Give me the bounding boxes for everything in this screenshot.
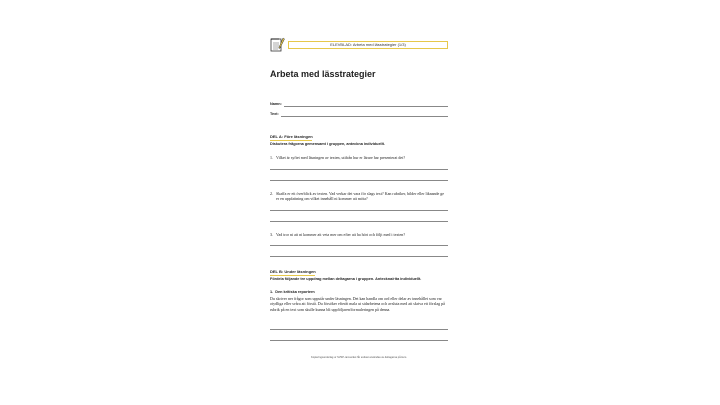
name-line[interactable] <box>284 106 448 107</box>
part-b-heading: DEL B: Under läsningen <box>270 269 316 274</box>
notepad-pencil-icon <box>270 36 285 52</box>
answer-line[interactable] <box>270 221 448 222</box>
part-a-heading: DEL A: Före läsningen <box>270 134 313 139</box>
text-line[interactable] <box>281 116 448 117</box>
item-title: Den kritiska reportern <box>275 290 315 294</box>
answer-line[interactable] <box>270 245 448 246</box>
question-number: 3. <box>270 232 273 237</box>
page-title: Arbeta med lässtrategier <box>270 69 376 79</box>
item-number: 1. <box>270 290 274 294</box>
text-label: Text: <box>270 112 279 116</box>
page-footer: Kopieringsunderlag ur SVSP-ramverket får endast användas av deltagarna på kurs. <box>310 356 408 359</box>
part-b-item-heading <box>270 290 315 294</box>
question-text: Vad tror ni att ni kommer att veta mer om efter att ha hört och följt med i texten? <box>276 232 406 237</box>
question-number: 1. <box>270 155 273 160</box>
part-a-instruction: Diskutera frågorna gemensamt i gruppen, anteckna individuellt. <box>270 142 385 146</box>
part-b-instruction: Fördela följande tre uppdrag mellan deltagarna i gruppen. Anteckna/rita individuellt. <box>270 277 422 281</box>
question-2 <box>270 191 448 201</box>
answer-line[interactable] <box>270 210 448 211</box>
question-number: 2. <box>270 191 273 196</box>
worksheet-header-label: ELEVBLAD: Arbeta med lässtrategier (1/3) <box>288 41 448 49</box>
question-text: Skaffa er ett överblick av texten. Vad verkar det vara för slags text? Kan rubriker, bilder eller liknande ge er en uppfattning om vilket innehåll ni kommer att möta? <box>276 191 445 201</box>
question-1 <box>270 155 448 160</box>
answer-line[interactable] <box>270 329 448 330</box>
answer-line[interactable] <box>270 169 448 170</box>
name-label: Namn: <box>270 102 282 106</box>
question-text: Vilket är syftet med läsningen av texten, utifrån hur er lärare har presenterat det? <box>276 155 406 160</box>
answer-line[interactable] <box>270 340 448 341</box>
part-a-underline <box>270 140 312 141</box>
part-b-underline <box>270 275 315 276</box>
part-b-item-text: Du skriver ner frågor som uppstår under läsningen. Det kan handla om ord eller delar av innehållet som var otydliga eller svåra att förstå. Du försöker efteråt mala ut sidarbetena och avsluta med att skriva ett förslag på rubrik på en text som skulle kunna bli uppföljaren/formuleringen på denna. <box>270 296 445 312</box>
answer-line[interactable] <box>270 256 448 257</box>
question-3 <box>270 232 448 237</box>
answer-line[interactable] <box>270 180 448 181</box>
